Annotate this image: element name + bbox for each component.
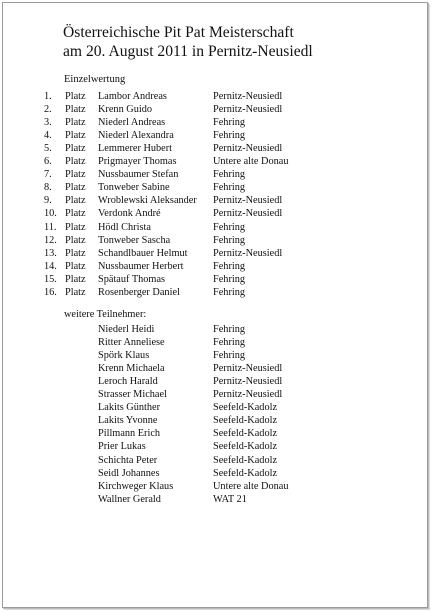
club-name: Seefeld-Kadolz [213,402,278,414]
club-name: Fehring [213,169,246,181]
ranking-label: Einzelwertung [64,74,126,85]
participant-name: Kirchweger Klaus [98,480,174,492]
platz-label: Platz [65,156,86,168]
club-name: Fehring [213,324,246,335]
ranking-row [3,155,423,168]
platz-label: Platz [65,117,86,129]
platz-label: Platz [65,130,86,142]
player-name: Spätauf Thomas [98,273,166,285]
platz-label: Platz [65,182,86,194]
participant-name: Seidl Johannes [98,467,160,479]
club-name: Pernitz-Neusiedl [213,363,283,375]
player-name: Wroblewski Aleksander [98,195,197,207]
platz-label: Platz [65,169,86,181]
participant-row [3,362,423,375]
participant-row [3,480,423,493]
participant-row [3,454,423,467]
platz-label: Platz [65,234,86,246]
platz-label: Platz [65,260,86,272]
rank-number: 4. [44,130,52,142]
participant-name: Prier Lukas [98,441,146,453]
title-line-1: Österreichische Pit Pat Meisterschaft [63,24,294,41]
rank-number: 13. [44,247,57,259]
ranking-row [3,116,423,129]
ranking-row [3,221,423,234]
platz-label: Platz [65,195,86,207]
participant-row [3,349,423,362]
club-name: Pernitz-Neusiedl [213,376,283,388]
club-name: Untere alte Donau [213,156,289,168]
club-name: Seefeld-Kadolz [213,454,278,466]
club-name: Pernitz-Neusiedl [213,195,283,207]
player-name: Schandlbauer Helmut [98,247,188,259]
platz-label: Platz [65,273,86,285]
rank-number: 9. [44,195,52,207]
participant-name: Strasser Michael [98,389,167,401]
rank-number: 12. [44,234,57,246]
participant-name: Wallner Gerald [98,493,161,505]
ranking-row [3,129,423,142]
participant-row [3,414,423,427]
rank-number: 14. [44,260,57,272]
ranking-row [3,90,423,103]
player-name: Hödl Christa [98,221,151,233]
club-name: Seefeld-Kadolz [213,415,278,427]
ranking-row [3,181,423,194]
participant-row [3,493,423,506]
player-name: Niederl Andreas [98,117,166,129]
ranking-row [3,247,423,260]
ranking-row [3,168,423,181]
ranking-row [3,194,423,207]
club-name: Fehring [213,117,246,129]
club-name: Pernitz-Neusiedl [213,143,283,155]
ranking-row [3,142,423,155]
participant-name: Spörk Klaus [98,350,150,362]
participant-row [3,467,423,480]
participant-row [3,401,423,414]
participant-row [3,427,423,440]
participant-name: Krenn Michaela [98,363,165,375]
player-name: Lemmerer Hubert [98,143,173,155]
rank-number: 8. [44,182,52,194]
player-name: Tonweber Sascha [98,234,171,246]
platz-label: Platz [65,286,86,298]
club-name: Seefeld-Kadolz [213,467,278,479]
ranking-row [3,234,423,247]
document-page [2,2,428,608]
club-name: Pernitz-Neusiedl [213,104,283,116]
club-name: Fehring [213,234,246,246]
player-name: Nussbaumer Herbert [98,260,184,272]
club-name: Pernitz-Neusiedl [213,208,283,220]
ranking-row [3,207,423,220]
participant-row [3,440,423,453]
player-name: Lambor Andreas [98,91,167,102]
club-name: WAT 21 [213,493,247,505]
club-name: Untere alte Donau [213,480,289,492]
club-name: Seefeld-Kadolz [213,441,278,453]
ranking-row [3,286,423,299]
rank-number: 11. [44,221,57,233]
player-name: Nussbaumer Stefan [98,169,179,181]
player-name: Krenn Guido [98,104,153,116]
participant-name: Leroch Harald [98,376,158,388]
club-name: Fehring [213,221,246,233]
club-name: Fehring [213,182,246,194]
rank-number: 16. [44,286,57,298]
club-name: Fehring [213,130,246,142]
rank-number: 6. [44,156,52,168]
club-name: Pernitz-Neusiedl [213,389,283,401]
club-name: Pernitz-Neusiedl [213,247,283,259]
others-label: weitere Teilnehmer: [64,309,147,320]
player-name: Tonweber Sabine [98,182,170,194]
participant-name: Pillmann Erich [98,428,161,440]
rank-number: 7. [44,169,52,181]
club-name: Fehring [213,350,246,362]
player-name: Verdonk André [98,208,161,220]
player-name: Niederl Alexandra [98,130,174,142]
participant-row [3,375,423,388]
player-name: Rosenberger Daniel [98,286,180,298]
platz-label: Platz [65,221,86,233]
title-line-2: am 20. August 2011 in Pernitz-Neusiedl [63,43,313,60]
platz-label: Platz [65,143,86,155]
club-name: Pernitz-Neusiedl [213,91,283,102]
rank-number: 10. [44,208,57,220]
participant-row [3,336,423,349]
participant-row [3,323,423,336]
club-name: Fehring [213,286,246,298]
club-name: Seefeld-Kadolz [213,428,278,440]
participant-name: Lakits Yvonne [98,415,158,427]
platz-label: Platz [65,91,86,102]
player-name: Prigmayer Thomas [98,156,177,168]
participant-name: Lakits Günther [98,402,161,414]
rank-number: 1. [44,91,52,102]
ranking-row [3,260,423,273]
rank-number: 15. [44,273,57,285]
document-title [63,23,313,61]
platz-label: Platz [65,104,86,116]
club-name: Fehring [213,260,246,272]
rank-number: 5. [44,143,52,155]
participant-name: Niederl Heidi [98,324,155,335]
platz-label: Platz [65,208,86,220]
club-name: Fehring [213,273,246,285]
platz-label: Platz [65,247,86,259]
rank-number: 2. [44,104,52,116]
participant-row [3,388,423,401]
club-name: Fehring [213,337,246,349]
ranking-row [3,273,423,286]
participant-name: Schichta Peter [98,454,158,466]
ranking-row [3,103,423,116]
participant-name: Ritter Anneliese [98,337,165,349]
rank-number: 3. [44,117,52,129]
